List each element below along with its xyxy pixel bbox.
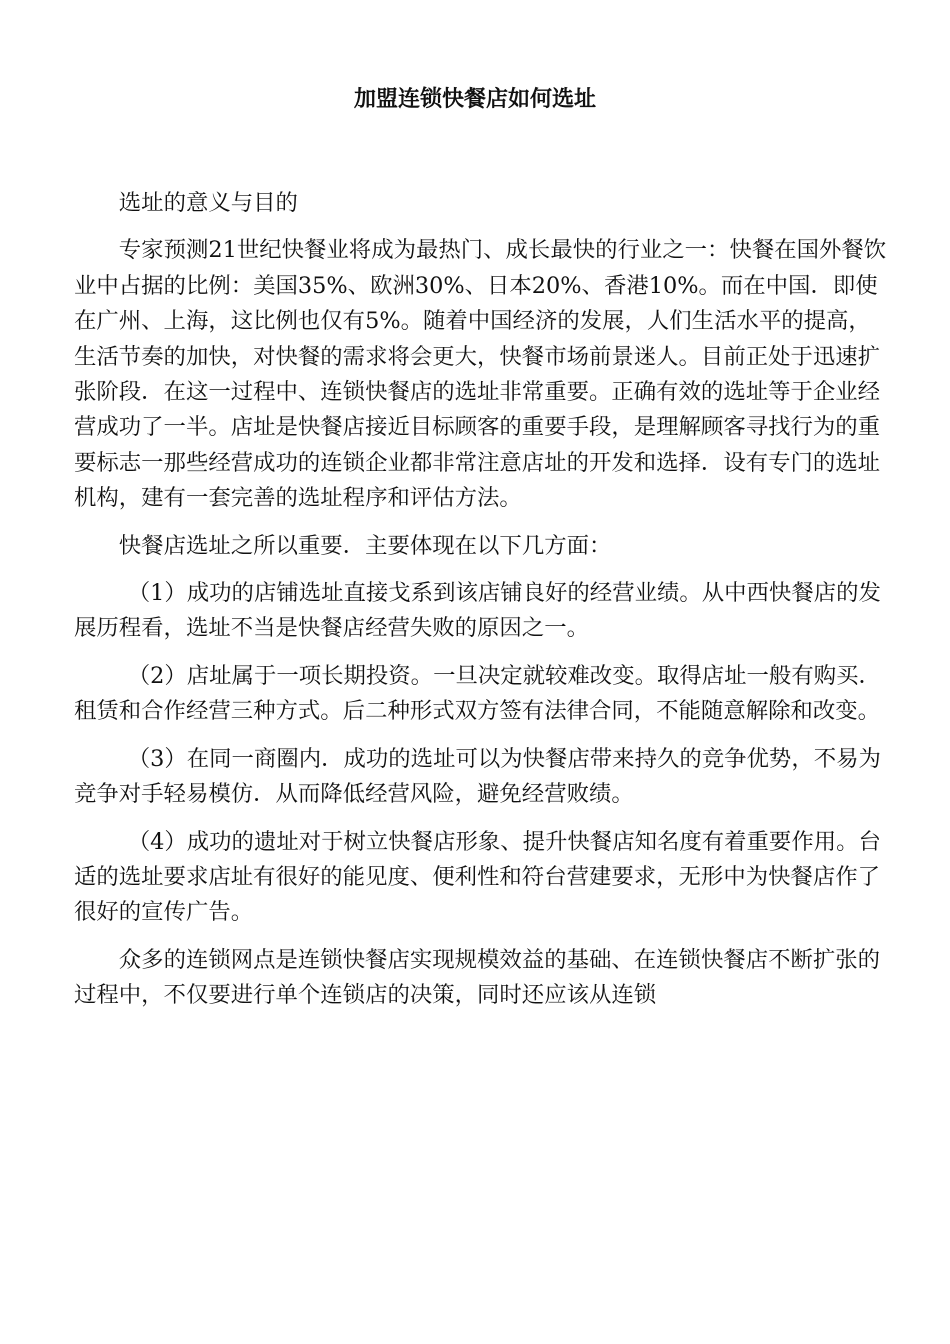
list-item-1: （1）成功的店铺选址直接戈系到该店铺良好的经营业绩。从中西快餐店的发展历程看，选址不当是快餐店经营失败的原因之一。	[74, 580, 881, 642]
document-title: 加盟连锁快餐店如何选址	[353, 87, 596, 112]
paragraph-importance: 快餐店选址之所以重要．主要体现在以下几方面：	[118, 532, 612, 559]
list-item-2: （2）店址属于一项长期投资。一旦决定就较难改变。取得店址一般有购买．租赁和合作经营三种方式。后二种形式双方签有法律合同，不能随意解除和改变。	[74, 662, 881, 725]
paragraph-intro: 专家预测21世纪快餐业将成为最热门、成长最快的行业之一：快餐在国外餐饮业中占据的比例：美国35%、欧洲30%、日本20%、香港10%。而在中国．即使在广州、上海，这比例也仅有5%。随着中国经济的发展，人们生活水平的提高，生活节奏的加快，对快餐的需求将会更大，快餐市场前景迷人。目前正处于迅速扩张阶段．在这一过程中、连锁快餐店的选址非常重要。正确有效的选址等于企业经营成功了一半。店址是快餐店接近目标顾客的重要手段，是理解顾客寻找行为的重要标志一那些经营成功的连锁企业都非常注意店址的开发和选择．设有专门的选址机构，建有一套完善的选址程序和评估方法。	[74, 237, 887, 512]
paragraph-network: 众多的连锁网点是连锁快餐店实现规模效益的基础、在连锁快餐店不断扩张的过程中，不仅要进行单个连锁店的决策，同时还应该从连锁	[74, 946, 881, 1009]
list-item-4: （4）成功的遗址对于树立快餐店形象、提升快餐店知名度有着重要作用。台适的选址要求店址有很好的能见度、便利性和符台营建要求，无形中为快餐店作了很好的宣传广告。	[74, 828, 881, 926]
list-item-3: （3）在同一商圈内．成功的选址可以为快餐店带来持久的竞争优势，不易为竞争对手轻易模仿．从而降低经营风险，避免经营败绩。	[74, 745, 881, 808]
section-heading: 选址的意义与目的	[118, 190, 298, 216]
document-body	[74, 186, 889, 1026]
